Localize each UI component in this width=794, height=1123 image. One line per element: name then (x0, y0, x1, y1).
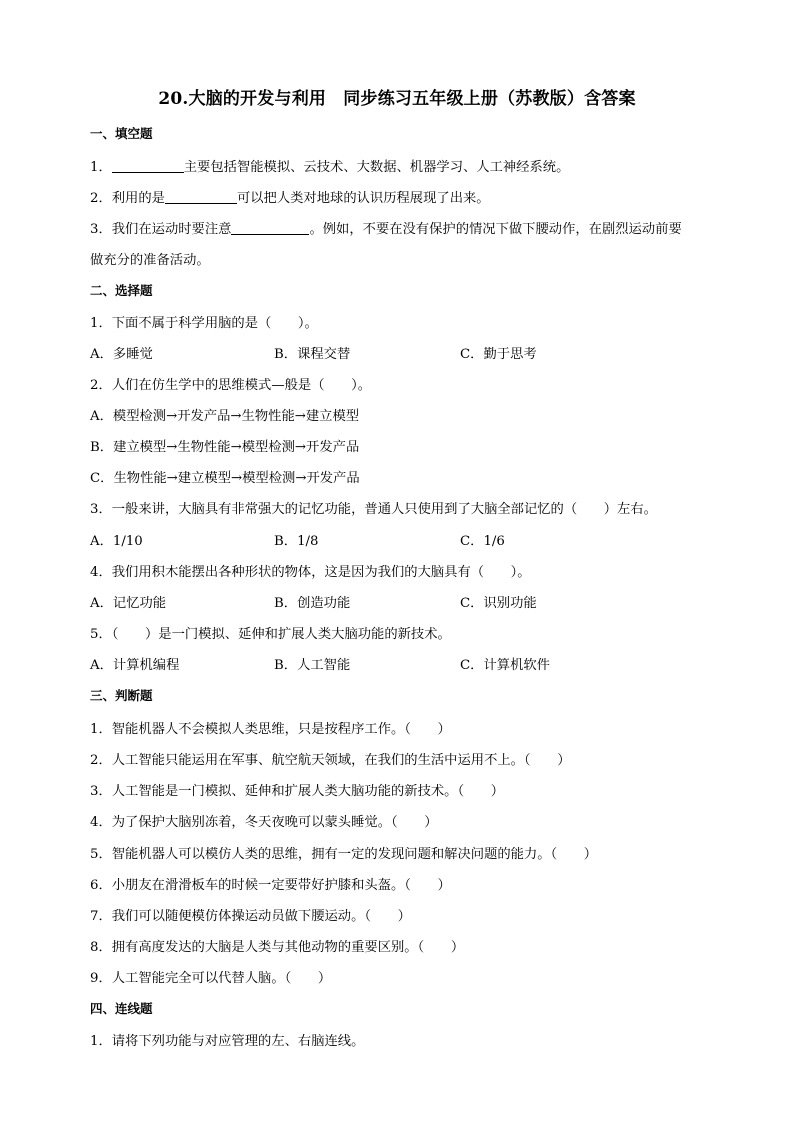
judge-question-4: 4．为了保护大脑别冻着，冬天夜晚可以蒙头睡觉。（ ） (90, 815, 438, 830)
judge-question-9: 9．人工智能完全可以代替人脑。（ ） (90, 971, 332, 986)
choice-question-4: 4．我们用积木能摆出各种形状的物体，这是因为我们的大脑具有（ ）。 (90, 565, 531, 580)
choice-option[interactable]: C．生物性能→建立模型→模型检测→开发产品 (90, 471, 360, 486)
match-question-1: 1．请将下列功能与对应管理的左、右脑连线。 (90, 1034, 365, 1049)
choice-option[interactable]: A．1/10 (90, 534, 143, 549)
section-heading-match: 四、连线题 (90, 1001, 153, 1016)
choice-option[interactable]: A．计算机编程 (90, 658, 180, 673)
section-heading-choice: 二、选择题 (90, 283, 153, 298)
choice-option[interactable]: B．建立模型→生物性能→模型检测→开发产品 (90, 440, 360, 455)
fill-question-3 (90, 218, 682, 237)
question-text: 3．我们在运动时要注意 (90, 222, 232, 237)
choice-question-1: 1．下面不属于科学用脑的是（ ）。 (90, 316, 318, 331)
question-text: 主要包括智能模拟、云技术、大数据、机器学习、人工神经系统。 (183, 160, 570, 175)
choice-option[interactable]: C．识别功能 (460, 596, 537, 611)
judge-question-1: 1．智能机器人不会模拟人类思维，只是按程序工作。（ ） (90, 722, 451, 737)
document-title: 20.大脑的开发与利用 同步练习五年级上册（苏教版）含答案 (158, 89, 636, 109)
question-text: 可以把人类对地球的认识历程展现了出来。 (236, 191, 490, 206)
choice-option[interactable]: C．勤于思考 (460, 347, 537, 362)
choice-option[interactable]: B．课程交替 (274, 347, 351, 362)
choice-question-5: 5．（ ）是一门模拟、延伸和扩展人类大脑功能的新技术。 (90, 627, 451, 642)
judge-question-8: 8．拥有高度发达的大脑是人类与其他动物的重要区别。（ ） (90, 940, 465, 955)
judge-question-5: 5．智能机器人可以模仿人类的思维，拥有一定的发现问题和解决问题的能力。（ ） (90, 847, 598, 862)
choice-option[interactable]: B．1/8 (274, 534, 319, 549)
answer-blank[interactable] (112, 159, 184, 173)
answer-blank[interactable] (231, 221, 309, 235)
judge-question-7: 7．我们可以随便模仿体操运动员做下腰运动。（ ） (90, 909, 411, 924)
judge-question-2: 2．人工智能只能运用在军事、航空航天领域，在我们的生活中运用不上。（ ） (90, 753, 571, 768)
section-heading-fill: 一、填空题 (90, 126, 153, 141)
choice-option[interactable]: A．模型检测→开发产品→生物性能→建立模型 (90, 409, 360, 424)
question-number: 1． (90, 160, 112, 175)
choice-option[interactable]: A．多睡觉 (90, 347, 153, 362)
fill-question-1 (90, 156, 569, 175)
answer-blank[interactable] (165, 190, 237, 204)
choice-question-2: 2．人们在仿生学中的思维模式—般是（ ）。 (90, 378, 372, 393)
section-heading-judge: 三、判断题 (90, 688, 153, 703)
choice-option[interactable]: C．计算机软件 (460, 658, 550, 673)
fill-question-3-continued: 做充分的准备活动。 (90, 253, 210, 268)
choice-question-3: 3．一般来讲，大脑具有非常强大的记忆功能，普通人只使用到了大脑全部记忆的（ ）左右。 (90, 502, 657, 517)
choice-option[interactable]: B．创造功能 (274, 596, 351, 611)
fill-question-2 (90, 187, 490, 206)
question-text: 2．利用的是 (90, 191, 165, 206)
choice-option[interactable]: A．记忆功能 (90, 596, 167, 611)
choice-option[interactable]: B．人工智能 (274, 658, 351, 673)
choice-option[interactable]: C．1/6 (460, 534, 505, 549)
judge-question-6: 6．小朋友在滑滑板车的时候一定要带好护膝和头盔。（ ） (90, 878, 451, 893)
question-text: 。例如，不要在没有保护的情况下做下腰动作，在剧烈运动前要 (309, 222, 682, 237)
judge-question-3: 3．人工智能是一门模拟、延伸和扩展人类大脑功能的新技术。（ ） (90, 784, 505, 799)
